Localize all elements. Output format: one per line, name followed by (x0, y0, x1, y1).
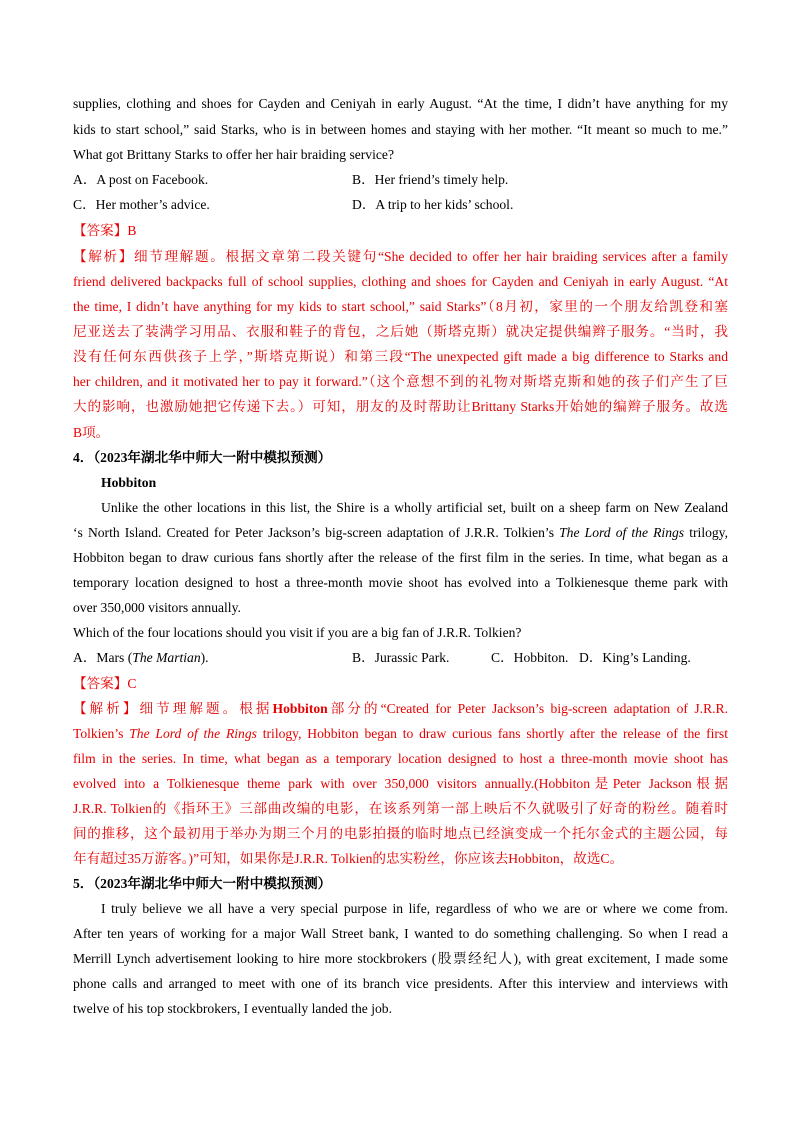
passage-line: phone calls and arranged to meet with one of its branch vice presidents. After this interview and interviews with (73, 976, 728, 991)
passage-line: Merrill Lynch advertisement looking to hire more stockbrokers (股票经纪人), with great excitement, I made some (73, 951, 728, 966)
analysis-line: J.R.R. Tolkien的《指环王》三部曲改编的电影，在该系列第一部上映后不久就吸引了好奇的粉丝。随着时 (73, 801, 728, 816)
question-header: 4．（2023年湖北华中师大一附中模拟预测） (73, 450, 332, 465)
analysis-line: 【解析】细节理解题。根据Hobbiton部分的“Created for Peter Jackson’s big-screen adaptation of J.R.R. (73, 701, 729, 716)
option-d: D．King’s Landing. (579, 650, 691, 665)
option-c: C．Her mother’s advice. (73, 197, 210, 212)
analysis-line: evolved into a Tolkienesque theme park with over 350,000 visitors annually.(Hobbiton是Peter Jackson根据 (73, 776, 728, 791)
question-header: 5．（2023年湖北华中师大一附中模拟预测） (73, 876, 332, 891)
passage-subtitle: Hobbiton (101, 475, 157, 490)
analysis-line: 大的影响，也激励她把它传递下去。）可知，朋友的及时帮助让Brittany Starks开始她的编辫子服务。故选 (73, 399, 728, 414)
analysis-line: the time, I didn’t have anything for my kids to start school,” said Starks”（8月初，家里的一个朋友给凯登和塞 (73, 299, 728, 314)
option-b: B．Jurassic Park. (352, 650, 450, 665)
analysis-line: her children, and it motivated her to pay it forward.”（这个意想不到的礼物对斯塔克斯和她的孩子们产生了巨 (73, 374, 728, 389)
analysis-line: 间的推移，这个最初用于举办为期三个月的电影拍摄的临时地点已经演变成一个托尔金式的主题公园，每 (73, 826, 728, 841)
analysis-line: 尼亚送去了装满学习用品、衣服和鞋子的背包，之后她（斯塔克斯）就决定提供编辫子服务。“当时，我 (73, 324, 728, 339)
passage-line: I truly believe we all have a very special purpose in life, regardless of who we are or where we come from. (101, 901, 728, 916)
analysis-line: 年有超过35万游客。)”可知，如果你是J.R.R. Tolkien的忠实粉丝，你应该去Hobbiton，故选C。 (73, 851, 624, 866)
analysis-line: film in the series. In time, what began as a temporary location designed to host a three-month movie shoot has (73, 751, 728, 766)
option-a: A．Mars (The Martian). (73, 650, 209, 665)
option-c: C．Hobbiton. (491, 650, 569, 665)
question-text: Which of the four locations should you visit if you are a big fan of J.R.R. Tolkien? (73, 625, 522, 640)
passage-line: supplies, clothing and shoes for Cayden and Ceniyah in early August. “At the time, I didn’t have anything for my (73, 96, 728, 111)
analysis-line: 【解析】细节理解题。根据文章第二段关键句“She decided to offer her hair braiding services after a family (73, 249, 728, 264)
analysis-line: B项。 (73, 425, 110, 440)
book-title: The Lord of the Rings (559, 525, 685, 540)
answer-label: 【答案】B (73, 223, 137, 238)
passage-line: temporary location designed to host a three-month movie shoot has evolved into a Tolkienesque theme park with (73, 575, 728, 590)
analysis-line: 没有任何东西供孩子上学，”斯塔克斯说）和第三段“The unexpected gift made a big difference to Starks and (73, 349, 728, 364)
answer-label: 【答案】C (73, 676, 137, 691)
passage-line: twelve of his top stockbrokers, I eventually landed the job. (73, 1001, 392, 1016)
option-a: A．A post on Facebook. (73, 172, 209, 187)
analysis-line: friend delivered backpacks full of school supplies, clothing and shoes for Cayden and Ceniyah in early August. “At (73, 274, 728, 289)
option-d: D．A trip to her kids’ school. (352, 197, 514, 212)
question-text: What got Brittany Starks to offer her hair braiding service? (73, 147, 394, 162)
passage-line: kids to start school,” said Starks, who is in between homes and staying with her mother. “It meant so much to me.” (73, 122, 728, 137)
passage-line: After ten years of working for a major Wall Street bank, I wanted to do something challenging. So when I read a (73, 926, 728, 941)
passage-line: Unlike the other locations in this list, the Shire is a wholly artificial set, built on a sheep farm on New Zealand (101, 500, 728, 515)
passage-line: over 350,000 visitors annually. (73, 600, 241, 615)
option-b: B．Her friend’s timely help. (352, 172, 509, 187)
passage-line: Hobbiton began to draw curious fans shortly after the release of the first film in the series. In time, what began as a (73, 550, 728, 565)
analysis-line: Tolkien’s The Lord of the Rings trilogy, Hobbiton began to draw curious fans shortly after the release of the first (73, 726, 728, 741)
passage-line: ‘s North Island. Created for Peter Jackson’s big-screen adaptation of J.R.R. Tolkien’s The Lord of the Rings trilogy, (73, 525, 728, 540)
